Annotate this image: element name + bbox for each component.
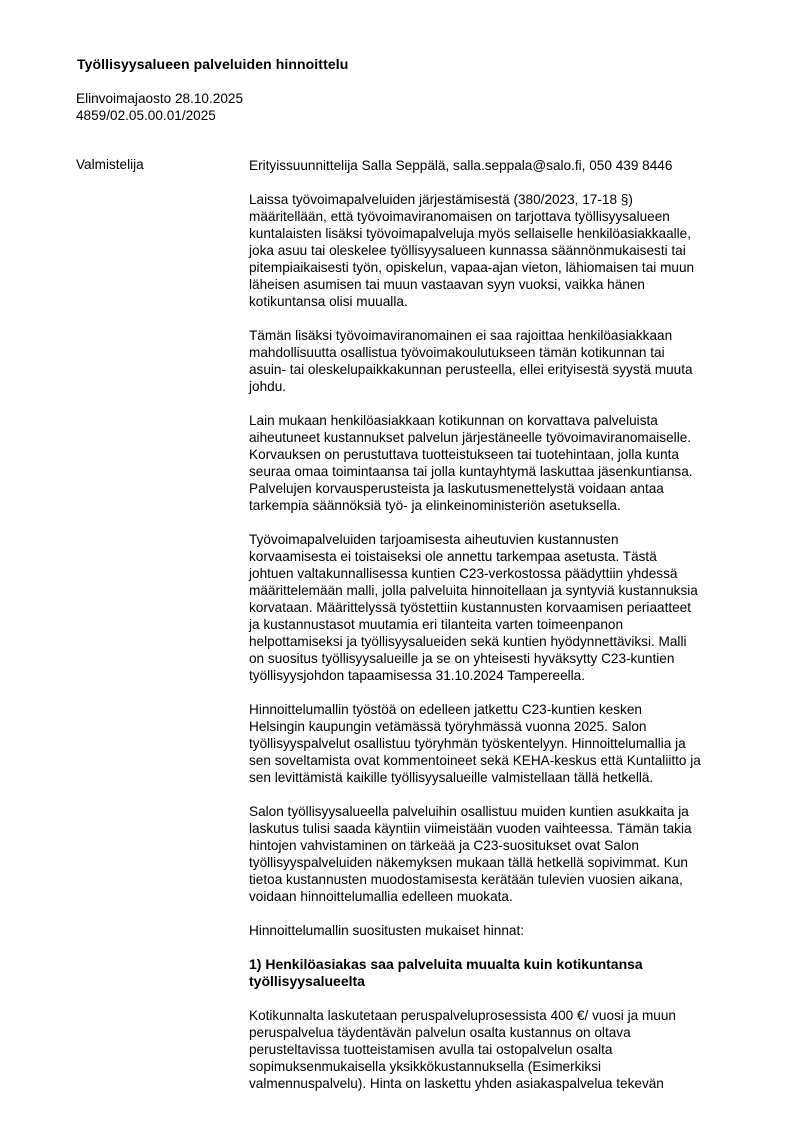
paragraph-line: pitempiaikaisesti työn, opiskelun, vapaa-ajan vieton, lähiomaisen tai muun bbox=[249, 260, 695, 275]
paragraph-line: aiheutuneet kustannukset palvelun järjestäneelle työvoimaviranomaiselle. bbox=[249, 430, 692, 445]
paragraph-line: määritellään, että työvoimaviranomaisen on tarjottava työllisyysalueen bbox=[249, 209, 670, 224]
paragraph-line: ja kustannustasot muutamia eri tilanteita varten toimeenpanon bbox=[249, 617, 624, 632]
paragraph-line: peruspalvelua täydentävän palvelun osalta kustannus on oltava bbox=[249, 1025, 631, 1040]
paragraph-line: kotikuntansa olisi muualla. bbox=[249, 294, 408, 309]
paragraph-line: Työvoimapalveluiden tarjoamisesta aiheutuvien kustannusten bbox=[249, 532, 619, 547]
paragraph-line: korvataan. Määrittelyssä työstettiin kustannusten korvaamisen periaatteet bbox=[249, 600, 692, 615]
body-paragraph bbox=[249, 191, 749, 310]
section-heading-line: työllisyysalueelta bbox=[249, 973, 365, 989]
paragraph-line: valmennuspalvelu). Hinta on laskettu yhden asiakaspalvelua tekevän bbox=[249, 1076, 664, 1091]
paragraph-line: sen levittämistä kaikille työllisyysalueille valmistellaan tällä hetkellä. bbox=[249, 770, 654, 785]
paragraph-line: voidaan hinnoittelumallia edelleen muokata. bbox=[249, 889, 513, 904]
body-paragraph bbox=[249, 701, 749, 786]
body-paragraph bbox=[249, 922, 749, 939]
paragraph-line: seuraa omaa toimintaansa tai jolla kuntayhtymä laskuttaa jäsenkuntiansa. bbox=[249, 464, 693, 479]
paragraph-line: Salon työllisyysalueella palveluihin osallistuu muiden kuntien asukkaita ja bbox=[249, 804, 689, 819]
paragraph-line: sen soveltamista ovat kommentoineet sekä KEHA-keskus että Kuntaliitto ja bbox=[249, 753, 701, 768]
paragraph-line: kuntalaisten lisäksi työvoimapalveluja myös sellaiselle henkilöasiakkaalle, bbox=[249, 226, 692, 241]
body-paragraph bbox=[249, 412, 749, 514]
meeting-info bbox=[76, 90, 243, 124]
paragraph-line: Helsingin kaupungin vetämässä työryhmässä vuonna 2025. Salon bbox=[249, 719, 647, 734]
preparer-text: Erityissuunnittelija Salla Seppälä, salla.seppala@salo.fi, 050 439 8446 bbox=[249, 158, 673, 173]
paragraph-line: joka asuu tai oleskelee työllisyysalueen kunnassa säännönmukaisesti tai bbox=[249, 243, 686, 258]
preparer-label: Valmistelija bbox=[76, 157, 144, 172]
paragraph-line: johtuen valtakunnallisessa kuntien C23-verkostossa päädyttiin yhdessä bbox=[249, 566, 678, 581]
paragraph-line: laskutus tulisi saada käyntiin viimeistään vuoden vaihteessa. Tämän takia bbox=[249, 821, 692, 836]
document-title: Työllisyysalueen palveluiden hinnoittelu bbox=[77, 56, 349, 72]
paragraph-line: Korvauksen on perustuttava tuotteistukseen tai tuotehintaan, jolla kunta bbox=[249, 447, 679, 462]
paragraph-line: hintojen vahvistaminen on tärkeää ja C23-suositukset ovat Salon bbox=[249, 838, 639, 853]
paragraph-line: tarkempia säännöksiä työ- ja elinkeinoministeriön asetuksella. bbox=[249, 498, 621, 513]
record-number: 4859/02.05.00.01/2025 bbox=[76, 108, 216, 123]
paragraph-line: Hinnoittelumallin suositusten mukaiset hinnat: bbox=[249, 923, 525, 938]
paragraph-line: määrittelemään malli, jolla palveluita hinnoitellaan ja syntyviä kustannuksia bbox=[249, 583, 698, 598]
paragraph-line: Hinnoittelumallin työstöä on edelleen jatkettu C23-kuntien kesken bbox=[249, 702, 642, 717]
paragraph-line: tietoa kustannusten muodostamisesta kerätään tulevien vuosien aikana, bbox=[249, 872, 683, 887]
paragraph-line: korvaamisesta ei toistaiseksi ole annettu tarkempaa asetusta. Tästä bbox=[249, 549, 657, 564]
body-paragraph bbox=[249, 803, 749, 905]
preparer-info bbox=[249, 157, 749, 174]
section-heading-line: 1) Henkilöasiakas saa palveluita muualta kuin kotikuntansa bbox=[249, 956, 643, 972]
paragraph-line: Palvelujen korvausperusteista ja laskutusmenettelystä voidaan antaa bbox=[249, 481, 664, 496]
paragraph-line: asuin- tai oleskelupaikkakunnan perusteella, ellei erityisestä syystä muuta bbox=[249, 362, 693, 377]
paragraph-line: työllisyyspalveluiden näkemyksen mukaan tällä hetkellä sopivimmat. Kun bbox=[249, 855, 688, 870]
body-paragraph bbox=[249, 327, 749, 395]
document-body bbox=[249, 157, 749, 1109]
paragraph-line: mahdollisuutta osallistua työvoimakoulutukseen tämän kotikunnan tai bbox=[249, 345, 665, 360]
paragraph-line: Lain mukaan henkilöasiakkaan kotikunnan on korvattava palveluista bbox=[249, 413, 658, 428]
meeting-name: Elinvoimajaosto 28.10.2025 bbox=[76, 91, 244, 106]
paragraph-line: työllisyyspalvelut osallistuu työryhmän työskentelyyn. Hinnoittelumallia ja bbox=[249, 736, 686, 751]
final-paragraph bbox=[249, 1007, 749, 1092]
paragraph-line: läheisen asumisen tai muun vastaavan syyn vuoksi, vaikka hänen bbox=[249, 277, 645, 292]
paragraph-line: perusteltavissa tuotteistamisen avulla tai ostopalvelun osalta bbox=[249, 1042, 613, 1057]
section-heading bbox=[249, 956, 749, 990]
paragraph-line: työllisyysjohdon tapaamisessa 31.10.2024 Tampereella. bbox=[249, 668, 586, 683]
body-paragraph bbox=[249, 531, 749, 684]
paragraph-line: Kotikunnalta laskutetaan peruspalveluprosessista 400 €/ vuosi ja muun bbox=[249, 1008, 676, 1023]
paragraph-line: helpottamiseksi ja työllisyysalueiden sekä kuntien hyödynnettäviksi. Malli bbox=[249, 634, 687, 649]
paragraph-line: johdu. bbox=[249, 379, 287, 394]
paragraph-line: sopimuksenmukaisella yksikkökustannuksella (Esimerkiksi bbox=[249, 1059, 602, 1074]
paragraph-line: Laissa työvoimapalveluiden järjestämisestä (380/2023, 17-18 §) bbox=[249, 192, 633, 207]
paragraph-line: on suositus työllisyysalueille ja se on yhteisesti hyväksytty C23-kuntien bbox=[249, 651, 675, 666]
paragraph-line: Tämän lisäksi työvoimaviranomainen ei saa rajoittaa henkilöasiakkaan bbox=[249, 328, 673, 343]
